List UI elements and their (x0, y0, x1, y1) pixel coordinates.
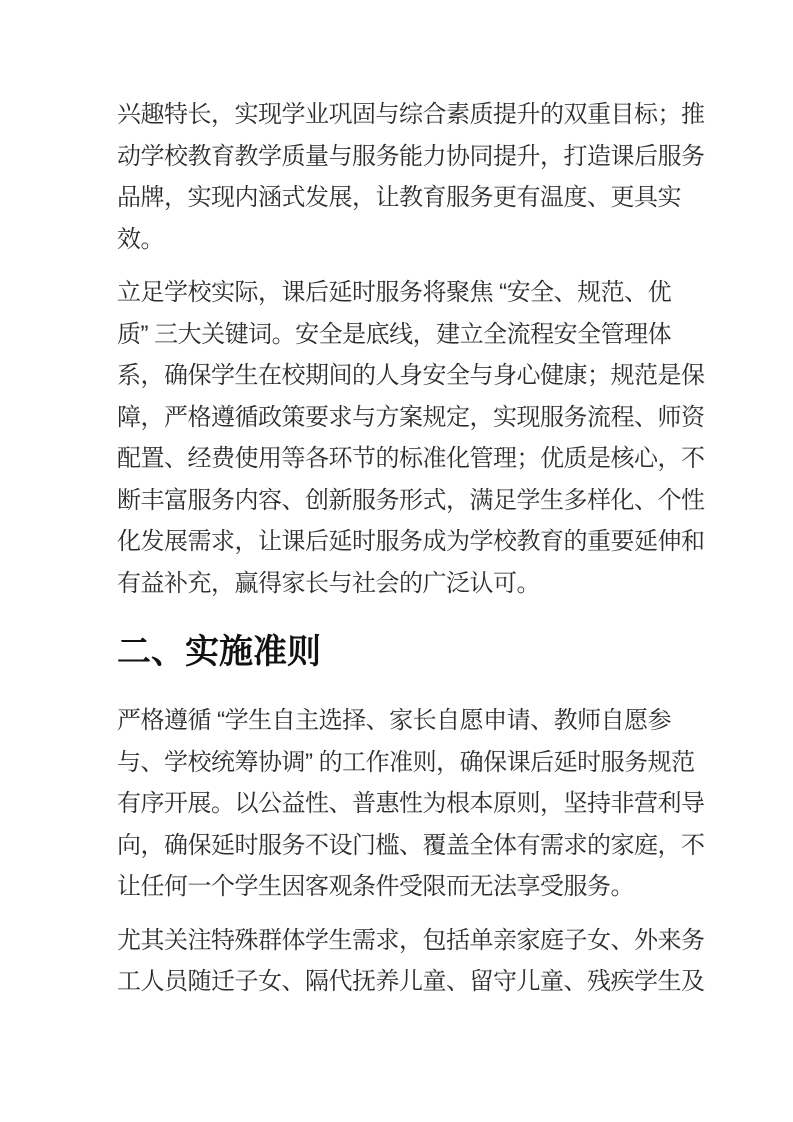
text-line: 障，严格遵循政策要求与方案规定，实现服务流程、师资 (117, 403, 705, 431)
text-line: 工人员随迁子女、隔代抚养儿童、留守儿童、残疾学生及 (117, 968, 705, 995)
text-line: 严格遵循 “学生自主选择、家长自愿申请、教师自愿参 (117, 707, 672, 734)
text-line: 系，确保学生在校期间的人身安全与身心健康；规范是保 (117, 362, 705, 389)
text-line: 断丰富服务内容、创新服务形式，满足学生多样化、个性 (117, 486, 705, 514)
paragraph (117, 272, 733, 604)
text-line: 兴趣特长，实现学业巩固与综合素质提升的双重目标；推 (117, 101, 705, 128)
text-line: 效。 (117, 225, 164, 253)
text-line: 品牌，实现内涵式发展，让教育服务更有温度、更具实 (117, 184, 681, 211)
text-line: 动学校教育教学质量与服务能力协同提升，打造课后服务 (117, 142, 705, 170)
text-line: 有益补充，赢得家长与社会的广泛认可。 (117, 569, 540, 597)
text-line: 尤其关注特殊群体学生需求，包括单亲家庭子女、外来务 (117, 926, 705, 954)
text-line: 立足学校实际，课后延时服务将聚焦 “安全、规范、优 (117, 279, 672, 306)
text-line: 与、学校统筹协调” 的工作准则，确保课后延时服务规范 (117, 748, 695, 776)
text-line: 质” 三大关键词。安全是底线，建立全流程安全管理体 (117, 320, 672, 348)
section-heading: 二、实施准则 (117, 634, 321, 671)
text-line: 配置、经费使用等各环节的标准化管理；优质是核心，不 (117, 445, 705, 472)
text-line: 化发展需求，让课后延时服务成为学校教育的重要延伸和 (117, 528, 705, 555)
text-line: 有序开展。以公益性、普惠性为根本原则，坚持非营利导 (117, 790, 705, 817)
text-line: 让任何一个学生因客观条件受限而无法享受服务。 (117, 873, 634, 900)
paragraph (117, 700, 733, 908)
paragraph (117, 94, 733, 260)
text-line: 向，确保延时服务不设门槛、覆盖全体有需求的家庭，不 (117, 831, 705, 859)
document-content (117, 94, 733, 1003)
paragraph (117, 920, 733, 1003)
